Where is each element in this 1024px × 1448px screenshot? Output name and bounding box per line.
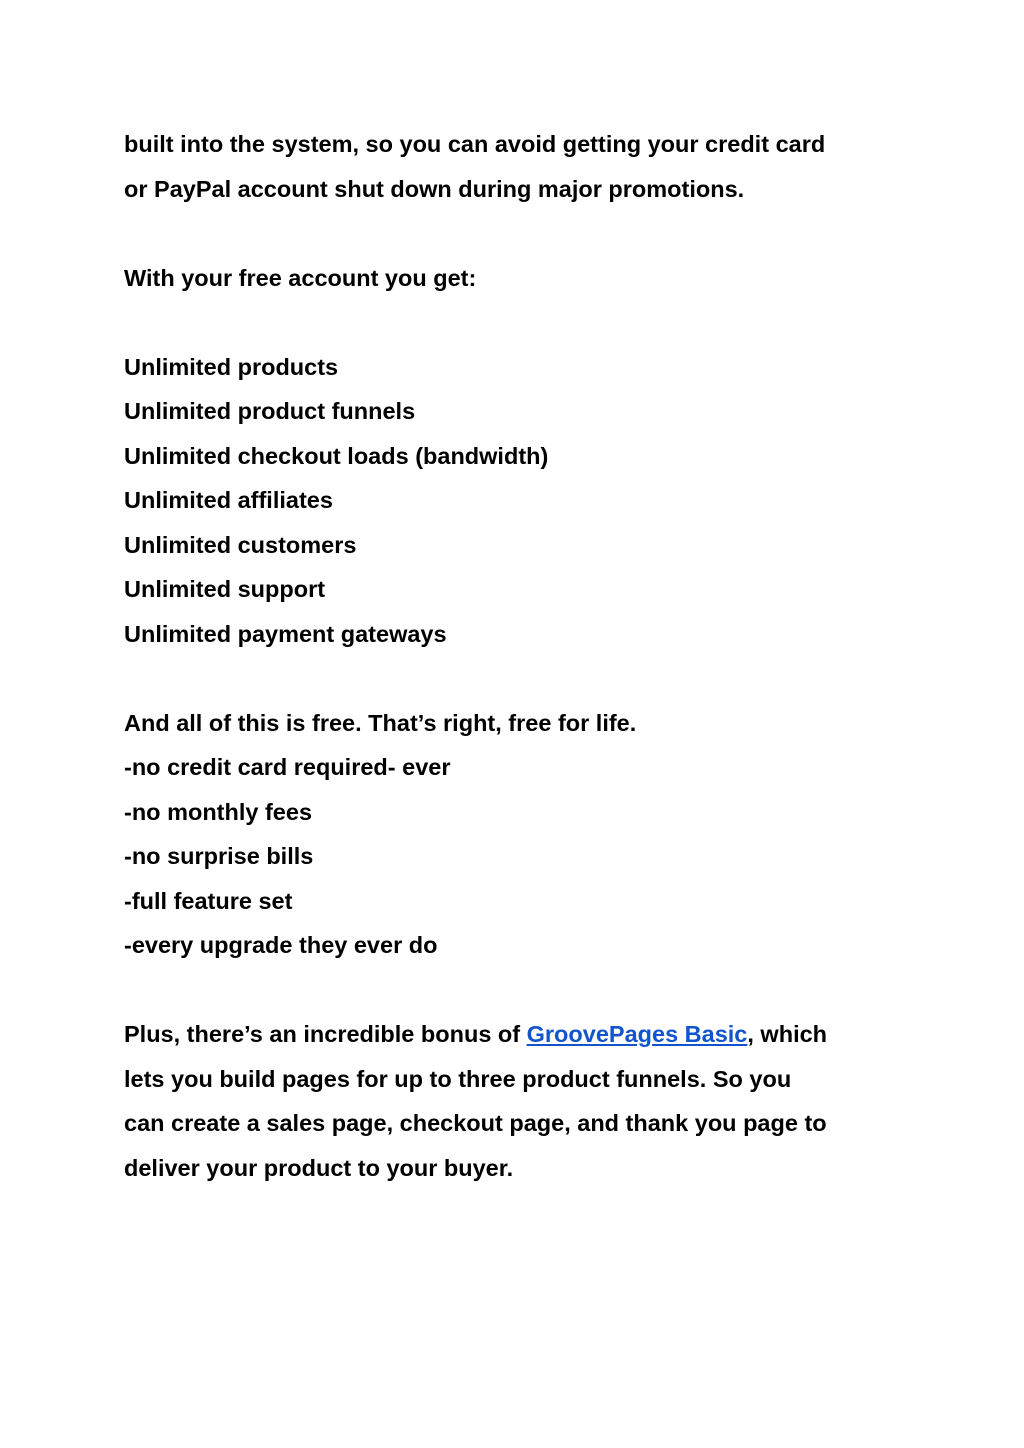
feature-list	[124, 345, 914, 657]
groovepages-basic-link[interactable]: GroovePages Basic	[526, 1021, 748, 1047]
paragraph-gap	[124, 656, 914, 701]
perk-item: -no credit card required- ever	[124, 754, 451, 780]
paragraph-line: built into the system, so you can avoid getting your credit card	[124, 131, 826, 157]
feature-item: Unlimited checkout loads (bandwidth)	[124, 442, 549, 469]
paragraph-gap	[124, 300, 914, 345]
bonus-text-after: , which	[747, 1021, 828, 1047]
feature-item: Unlimited support	[124, 576, 326, 602]
document-body	[124, 122, 914, 1190]
feature-item: Unlimited product funnels	[124, 398, 416, 424]
feature-item: Unlimited customers	[124, 531, 357, 558]
free-for-life-statement: And all of this is free. That’s right, free for life.	[124, 709, 637, 736]
perk-item: -full feature set	[124, 887, 293, 914]
paragraph-gap	[124, 211, 914, 256]
perk-item: -no monthly fees	[124, 798, 313, 825]
feature-item: Unlimited payment gateways	[124, 620, 447, 647]
intro-paragraph	[124, 122, 914, 211]
feature-item: Unlimited products	[124, 353, 339, 380]
feature-item: Unlimited affiliates	[124, 487, 333, 513]
bonus-line: can create a sales page, checkout page, and thank you page to	[124, 1110, 827, 1136]
bonus-paragraph	[124, 1012, 914, 1190]
bonus-line	[124, 1012, 914, 1057]
perk-list	[124, 745, 914, 968]
free-account-heading: With your free account you get:	[124, 264, 477, 291]
bonus-line: deliver your product to your buyer.	[124, 1154, 514, 1181]
perk-item: -every upgrade they ever do	[124, 932, 438, 958]
bonus-text-before: Plus, there’s an incredible bonus of	[124, 1021, 527, 1047]
paragraph-gap	[124, 968, 914, 1013]
bonus-line: lets you build pages for up to three product funnels. So you	[124, 1065, 792, 1092]
paragraph-line: or PayPal account shut down during major promotions.	[124, 175, 745, 202]
perk-item: -no surprise bills	[124, 843, 314, 869]
